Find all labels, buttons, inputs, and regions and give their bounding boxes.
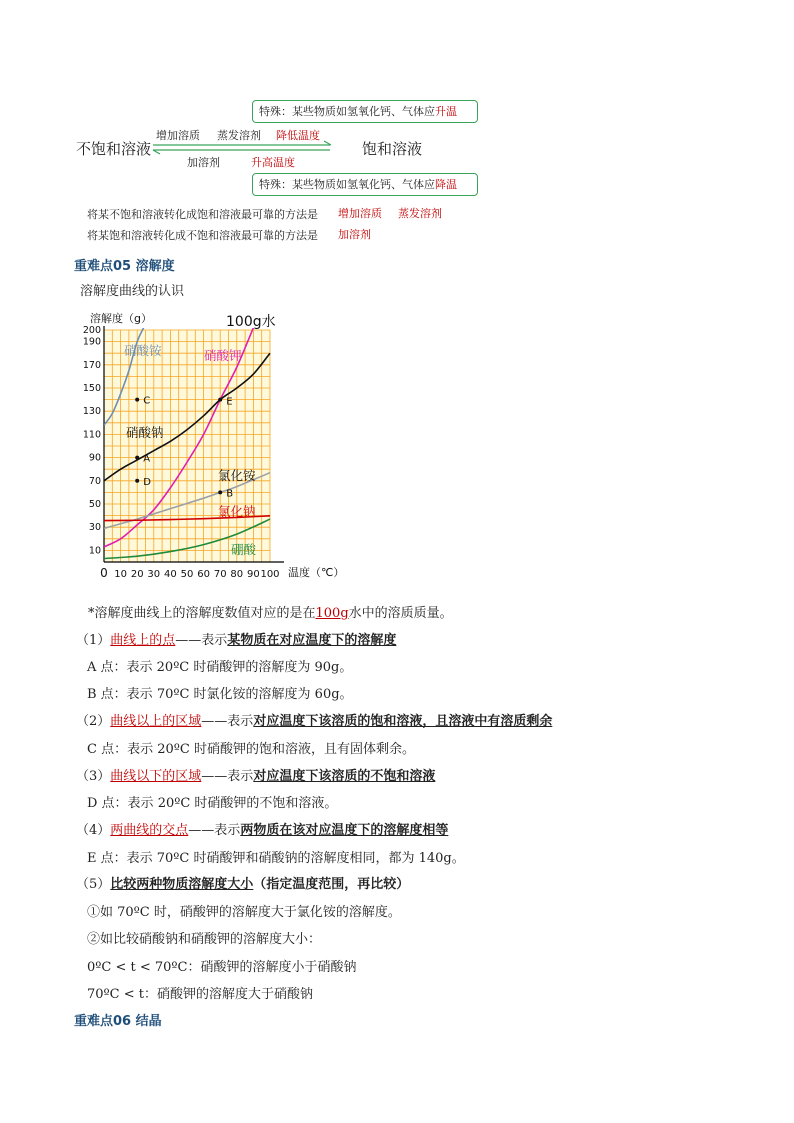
y-tick-label: 130 [82,406,101,418]
answer-add-solute: 增加溶质 [338,207,382,220]
y-tick-label: 190 [82,336,101,348]
special-note-highlight: 降温 [435,178,457,191]
item-number: （4） [76,823,111,838]
series-label: 硼酸 [231,542,257,557]
x-tick-label: 50 [180,569,194,580]
data-point-label: B [226,488,234,500]
figure-title: 溶解度曲线的认识 [80,284,185,299]
item-5-heading [76,873,409,892]
method-lower-temperature: 降低温度 [276,129,320,142]
item-term: 比较两种物质溶解度大小 [110,877,254,892]
conversion-arrows [150,140,335,156]
item-term: 曲线以上的区域 [110,714,202,729]
method-add-solvent: 加溶剂 [187,156,220,169]
answer-evaporate-solvent: 蒸发溶剂 [398,207,442,220]
compare-note-3: 0ºC < t < 70ºC：硝酸钾的溶解度小于硝酸钠 [87,960,357,975]
x-tick-label: 40 [164,569,177,580]
chart-annotation: 100g水 [226,314,276,330]
item-meaning: 对应温度下该溶质的不饱和溶液 [253,769,436,784]
y-tick-label: 10 [88,545,101,557]
method-evaporate-solvent: 蒸发溶剂 [217,129,261,142]
x-tick-label: 10 [114,569,127,580]
point-a-note: A 点：表示 20ºC 时硝酸钾的溶解度为 90g。 [87,660,353,675]
point-e-note: E 点：表示 70ºC 时硝酸钾和硝酸钠的溶解度相同，都为 140g。 [87,851,465,866]
item-dash: ——表示 [201,714,254,729]
item-2-heading [76,710,552,729]
x-tick-label: 100 [260,569,280,580]
item-dash: ——表示 [175,633,228,648]
item-term: 两曲线的交点 [110,823,189,838]
point-b-note: B 点：表示 70ºC 时氯化铵的溶解度为 60g。 [87,687,353,702]
x-tick-label: 70 [213,569,227,580]
solubility-chart [80,300,350,585]
y-tick-label: 200 [82,325,101,336]
star-note-value: 100g [315,606,349,621]
data-point [135,479,139,483]
compare-note-1: ①如 70ºC 时，硝酸钾的溶解度大于氯化铵的溶解度。 [87,905,401,920]
item-dash: ——表示 [201,769,254,784]
item-1-heading [76,629,396,648]
unsaturated-solution-label: 不饱和溶液 [76,140,152,158]
section-05-heading: 重难点05 溶解度 [74,259,175,274]
data-point [135,398,139,402]
saturated-solution-label: 饱和溶液 [362,140,423,158]
compare-note-2: ②如比较硝酸钠和硝酸钾的溶解度大小： [87,932,322,947]
answer-add-solvent: 加溶剂 [338,228,371,241]
section-06-heading: 重难点06 结晶 [74,1014,162,1029]
item-paren: （指定温度范围，再比较） [253,877,410,892]
data-point [135,456,139,460]
x-axis-label: 温度（℃） [288,566,345,579]
method-add-solute: 增加溶质 [156,129,200,142]
point-d-note: D 点：表示 20ºC 时硝酸钾的不饱和溶液。 [87,796,338,811]
star-note-text: *溶解度曲线上的溶解度数值对应的是在 [88,606,316,621]
special-note-highlight: 升温 [435,105,457,118]
y-tick-label: 150 [82,383,101,394]
y-tick-label: 90 [88,452,101,464]
series-label: 硝酸钠 [126,425,164,440]
data-point [218,398,222,402]
item-number: （3） [76,769,111,784]
item-dash: ——表示 [188,823,241,838]
item-meaning: 两物质在该对应温度下的溶解度相等 [240,823,449,838]
point-c-note: C 点：表示 20ºC 时硝酸钾的饱和溶液，且有固体剩余。 [87,742,415,757]
method-raise-temperature: 升高温度 [251,156,295,169]
x-tick-label: 80 [230,569,244,580]
y-tick-label: 110 [82,429,101,441]
series-label: 氯化钠 [218,504,256,519]
series-label: 氯化铵 [218,468,256,483]
item-number: （1） [76,633,111,648]
item-3-heading [76,765,435,784]
question-text: 将某不饱和溶液转化成饱和溶液最可靠的方法是 [87,208,318,221]
special-note-text: 特殊：某些物质如氢氧化钙、气体应 [259,178,435,191]
special-note-box-top [252,100,478,123]
x-tick-label: 0 [100,566,108,580]
item-4-heading [76,819,448,838]
data-point-label: A [143,453,151,465]
y-tick-label: 50 [88,499,101,510]
special-note-text: 特殊：某些物质如氢氧化钙、气体应 [259,105,435,118]
x-tick-label: 60 [197,569,210,580]
conversion-question-2: 将某饱和溶液转化成不饱和溶液最可靠的方法是 [87,229,318,242]
x-tick-label: 90 [247,569,260,580]
compare-note-4: 70ºC < t：硝酸钾的溶解度大于硝酸钠 [87,987,313,1002]
series-label: 硝酸钾 [204,348,242,363]
y-tick-label: 30 [88,522,101,534]
item-meaning: 对应温度下该溶质的饱和溶液，且溶液中有溶质剩余 [253,714,553,729]
y-axis-label: 溶解度（g） [90,312,152,325]
item-term: 曲线上的点 [110,633,176,648]
data-point-label: D [143,476,151,488]
data-point-label: E [226,396,233,408]
x-tick-label: 30 [147,569,161,580]
conversion-question-1 [87,206,318,222]
y-tick-label: 70 [88,475,101,487]
star-note-suffix: 水中的溶质质量。 [348,606,453,621]
series-label: 硝酸铵 [124,343,162,358]
x-tick-label: 20 [130,569,144,580]
item-number: （2） [76,714,111,729]
item-meaning: 某物质在对应温度下的溶解度 [227,633,397,648]
data-point-label: C [143,395,151,407]
item-term: 曲线以下的区域 [110,769,202,784]
item-number: （5） [76,877,111,892]
star-note [88,602,453,621]
special-note-box-bottom [252,173,478,196]
data-point [218,490,222,494]
y-tick-label: 170 [82,359,101,371]
